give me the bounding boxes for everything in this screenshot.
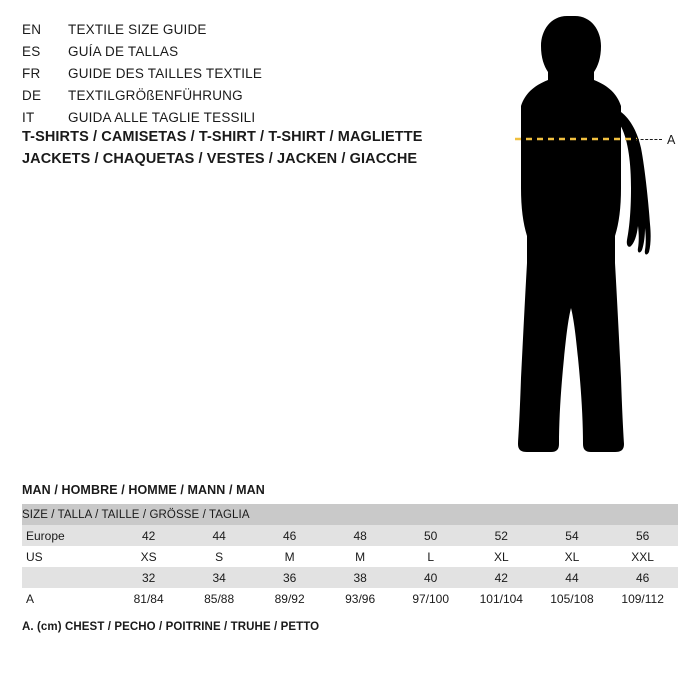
language-row xyxy=(22,44,442,66)
language-code: ES xyxy=(22,44,41,59)
cell: XXL xyxy=(607,546,678,567)
size-table xyxy=(22,504,678,609)
language-row xyxy=(22,22,442,44)
language-code: FR xyxy=(22,66,41,81)
cell: 109/112 xyxy=(607,588,678,609)
cell: 42 xyxy=(466,567,537,588)
cell: 56 xyxy=(607,525,678,546)
silhouette-svg xyxy=(455,8,695,478)
cell: 38 xyxy=(325,567,396,588)
cell: 85/88 xyxy=(184,588,255,609)
table-row xyxy=(22,588,678,609)
cell: XL xyxy=(537,546,608,567)
cell: 52 xyxy=(466,525,537,546)
table-header-row xyxy=(22,504,678,525)
silhouette-body xyxy=(518,16,624,452)
row-label-a: A xyxy=(22,588,113,609)
cell: 89/92 xyxy=(254,588,325,609)
cell: XL xyxy=(466,546,537,567)
cell: M xyxy=(254,546,325,567)
cell: 54 xyxy=(537,525,608,546)
category-tshirts: T-SHIRTS / CAMISETAS / T-SHIRT / T-SHIRT / MAGLIETTE xyxy=(22,129,423,145)
language-code: IT xyxy=(22,110,35,125)
cell: 101/104 xyxy=(466,588,537,609)
category-headings xyxy=(22,126,482,170)
language-title: TEXTILGRÖßENFÜHRUNG xyxy=(68,88,243,103)
cell: 44 xyxy=(184,525,255,546)
size-table-section xyxy=(22,483,678,633)
cell: 34 xyxy=(184,567,255,588)
cell: 40 xyxy=(395,567,466,588)
table-header-label: SIZE / TALLA / TAILLE / GRÖSSE / TAGLIA xyxy=(22,504,678,525)
cell: 50 xyxy=(395,525,466,546)
cell: 44 xyxy=(537,567,608,588)
cell: 105/108 xyxy=(537,588,608,609)
language-row xyxy=(22,66,442,88)
language-title: GUÍA DE TALLAS xyxy=(68,44,179,59)
cell: 36 xyxy=(254,567,325,588)
cell: 97/100 xyxy=(395,588,466,609)
row-label-us-numeric xyxy=(22,567,113,588)
male-silhouette-figure xyxy=(455,8,695,478)
category-jackets: JACKETS / CHAQUETAS / VESTES / JACKEN / GIACCHE xyxy=(22,151,418,167)
cell: S xyxy=(184,546,255,567)
table-row xyxy=(22,567,678,588)
cell: 81/84 xyxy=(113,588,184,609)
language-code: EN xyxy=(22,22,42,37)
language-title: TEXTILE SIZE GUIDE xyxy=(68,22,207,37)
language-list xyxy=(22,22,442,132)
language-title: GUIDE DES TAILLES TEXTILE xyxy=(68,66,263,81)
language-code: DE xyxy=(22,88,42,103)
cell: XS xyxy=(113,546,184,567)
measure-label-a: A xyxy=(667,133,676,147)
cell: L xyxy=(395,546,466,567)
cell: 46 xyxy=(254,525,325,546)
row-label-us: US xyxy=(22,546,113,567)
cell: M xyxy=(325,546,396,567)
table-footnote: A. (cm) CHEST / PECHO / POITRINE / TRUHE / PETTO xyxy=(22,621,320,633)
cell: 48 xyxy=(325,525,396,546)
cell: 93/96 xyxy=(325,588,396,609)
language-row xyxy=(22,88,442,110)
row-label-europe: Europe xyxy=(22,525,113,546)
language-title: GUIDA ALLE TAGLIE TESSILI xyxy=(68,110,256,125)
table-row xyxy=(22,546,678,567)
measure-leader-line xyxy=(636,139,662,140)
cell: 46 xyxy=(607,567,678,588)
cell: 32 xyxy=(113,567,184,588)
table-row xyxy=(22,525,678,546)
table-section-title: MAN / HOMBRE / HOMME / MANN / MAN xyxy=(22,483,265,497)
cell: 42 xyxy=(113,525,184,546)
